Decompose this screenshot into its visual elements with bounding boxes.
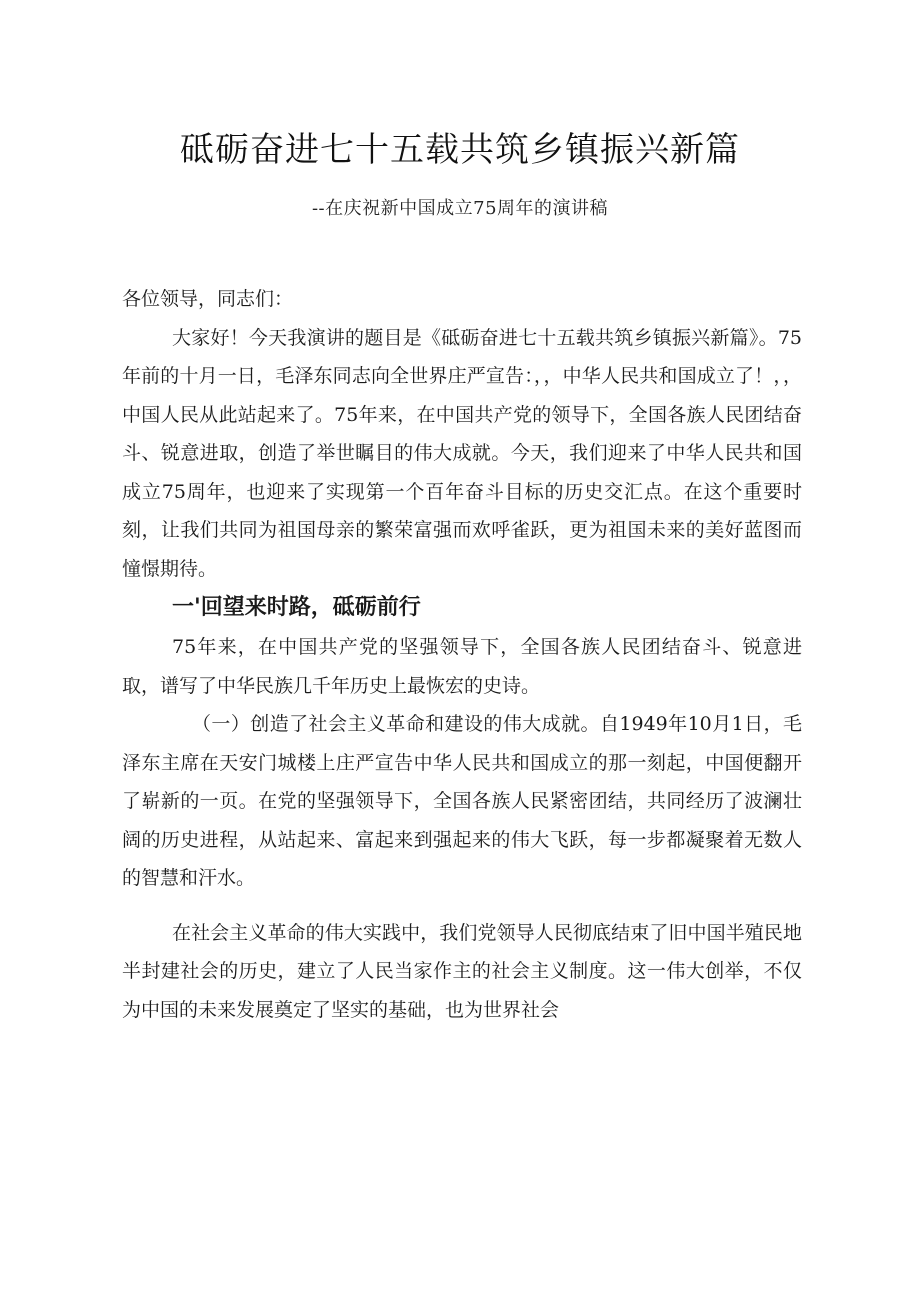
greeting: 各位领导，同志们： [122,288,294,310]
paragraph-4: 在社会主义革命的伟大实践中，我们党领导人民彻底结束了旧中国半殖民地半封建社会的历史，建立了人民当家作主的社会主义制度。这一伟大创举，不仅为中国的未来发展奠定了坚实的基础，也为世界社会 [122,921,802,1021]
document-subtitle: --在庆祝新中国成立75周年的演讲稿 [311,198,609,219]
paragraph-3: （一）创造了社会主义革命和建设的伟大成就。自1949年10月1日，毛泽东主席在天安门城楼上庄严宣告中华人民共和国成立的那一刻起，中国便翻开了崭新的一页。在党的坚强领导下，全国各族人民紧密团结，共同经历了波澜壮阔的历史进程，从站起来、富起来到强起来的伟大飞跃，每一步都凝聚着无数人的智慧和汗水。 [122,713,802,889]
paragraph-2: 75年来，在中国共产党的坚强领导下，全国各族人民团结奋斗、锐意进取，谱写了中华民族几千年历史上最恢宏的史诗。 [122,636,802,697]
document-body [122,280,802,1029]
paragraph-intro: 大家好！今天我演讲的题目是《砥砺奋进七十五载共筑乡镇振兴新篇》。75年前的十月一日，毛泽东同志向全世界庄严宣告：，，中华人民共和国成立了！，，中国人民从此站起来了。75年来，在中国共产党的领导下，全国各族人民团结奋斗、锐意进取，创造了举世瞩目的伟大成就。今天，我们迎来了中华人民共和国成立75周年，也迎来了实现第一个百年奋斗目标的历史交汇点。在这个重要时刻，让我们共同为祖国母亲的繁荣富强而欢呼雀跃，更为祖国未来的美好蓝图而憧憬期待。 [122,326,802,580]
section-heading-1: 一'回望来时路，砥砺前行 [172,595,421,620]
document-title: 砥砺奋进七十五载共筑乡镇振兴新篇 [180,130,740,170]
